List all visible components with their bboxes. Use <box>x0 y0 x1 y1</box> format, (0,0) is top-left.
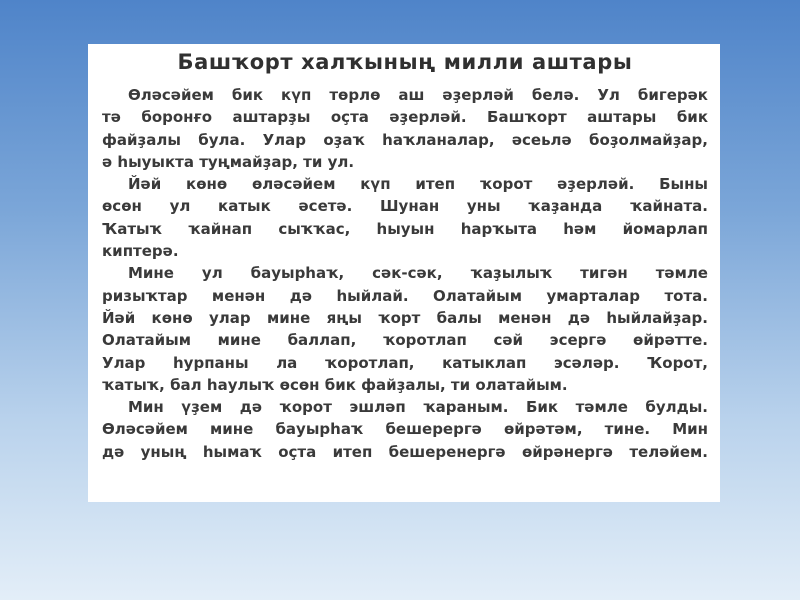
text-line: Өләсәйем бик күп төрлө аш әҙерләй белә. Ул бигерәк <box>128 86 708 104</box>
text-line: Улар һурпаны ла ҡоротлап, катыклап эсәләр. Ҡорот, <box>102 353 708 372</box>
text-line: өсөн ул катык әсетә. Шунан уны ҡаҙанда ҡайната. <box>102 197 708 216</box>
text-line: ризыҡтар менән дә һыйлай. Олатайым умарталар тота. <box>102 286 708 305</box>
text-line: Ҡатыҡ ҡайнап сыҡҡас, һыуын һарҡыта һәм йомарлап <box>102 219 708 238</box>
text-line: тә боронғо аштарҙы оҫта әҙерләй. Башҡорт аштары бик <box>102 108 708 127</box>
text-line: Мин үҙем дә ҡорот эшләп ҡараным. Бик тәмле булды. <box>128 398 708 417</box>
text-line: Мине ул бауырһаҡ, сәк-сәк, ҡаҙылыҡ тигән тәмле <box>128 264 708 283</box>
text-line: Йәй көнө өләсәйем күп итеп ҡорот әҙерләй. Быны <box>128 175 708 194</box>
document-title: Башҡорт халҡының милли аштары <box>177 50 633 74</box>
paragraph-3 <box>102 262 708 396</box>
text-line: киптерә. <box>102 242 179 261</box>
text-line: Олатайым мине баллап, ҡоротлап сәй эсергә өйрәтте. <box>102 331 708 350</box>
text-line: файҙалы була. Улар оҙаҡ һаҡланалар, әсеьлә боҙолмайҙар, <box>102 130 708 149</box>
paragraph-4 <box>102 396 708 463</box>
document-body <box>102 84 708 463</box>
text-line: ә һыуыкта туңмайҙар, ти ул. <box>102 152 355 171</box>
text-line: дә уның һымаҡ оҫта итеп бешеренергә өйрәнергә теләйем. <box>102 442 708 461</box>
scanned-text-image <box>88 44 720 502</box>
text-line: Йәй көнө улар мине яңы ҡорт балы менән дә һыйлайҙар. <box>102 308 708 327</box>
paragraph-1 <box>102 84 708 173</box>
paragraph-2 <box>102 173 708 262</box>
text-line: ҡатыҡ, бал һаулыҡ өсөн бик файҙалы, ти олатайым. <box>102 375 568 394</box>
text-line: Өләсәйем мине бауырһаҡ бешерергә өйрәтәм, тине. Мин <box>102 420 708 439</box>
